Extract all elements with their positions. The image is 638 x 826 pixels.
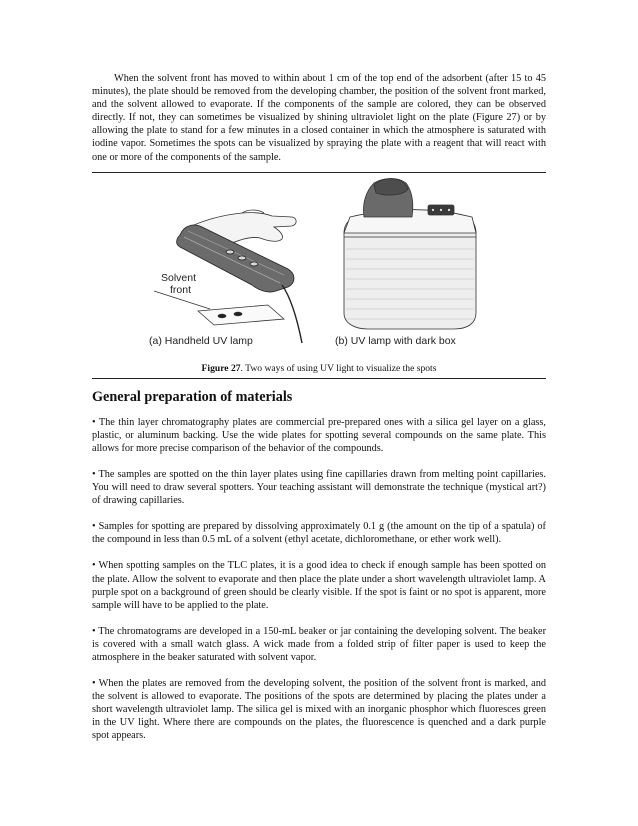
label-handheld-lamp: (a) Handheld UV lamp — [149, 334, 253, 347]
intro-paragraph: When the solvent front has moved to within about 1 cm of the top end of the adsorbent (after 15 to 45 minutes), the plate should be removed from the developing chamber, the position of the solvent front marked, and the solvent allowed to evaporate. If the components of the sample are colored, they can be observed directly. If not, they can sometimes be visualized by shining ultraviolet light on the plate (Figure 27) or by allowing the plate to stand for a few minutes in a closed container in which the atmosphere is saturated with iodine vapor. Sometimes the spots can be visualized by spraying the plate with a reagent that will react with one or more of the components of the sample. — [92, 73, 546, 163]
tlc-plate-drawing — [154, 291, 284, 325]
page-content — [92, 72, 546, 756]
uv-lamp-illustration — [92, 173, 546, 361]
figure-caption — [92, 363, 546, 374]
figure-bottom-rule — [92, 378, 546, 379]
bullet-spotting-check: • When spotting samples on the TLC plates, it is a good idea to check if enough sample has been spotted on the plate. Allow the solvent to evaporate and then place the plate under a short wavelength ultraviolet lamp. A purple spot on a background of green should be clearly visible. If the spot is faint or no spot is apparent, more sample will have to be applied to the plate. — [92, 560, 546, 611]
bullet-visualizing: • When the plates are removed from the developing solvent, the position of the solvent front is marked, and the solvent is allowed to evaporate. The positions of the spots are determined by placing the plates under a short wavelength ultraviolet lamp. The silica gel is mixed with an inorganic phosphor which fluoresces green in the UV light. Where there are compounds on the plates, the fluorescence is quenched and a dark purple spot appears. — [92, 678, 546, 742]
figure-caption-text: . Two ways of using UV light to visualize the spots — [240, 362, 437, 374]
bullet-capillaries: • The samples are spotted on the thin layer plates using fine capillaries drawn from melting point capillaries. You will need to draw several spotters. Your teaching assistant will demonstrate the technique (mystical art?) of drawing capillaries. — [92, 468, 546, 507]
dark-box-drawing — [344, 178, 476, 329]
figure-caption-number: Figure 27 — [201, 362, 241, 374]
handheld-lamp-drawing — [177, 225, 302, 343]
bullet-developing: • The chromatograms are developed in a 150-mL beaker or jar containing the developing solvent. The beaker is covered with a small watch glass. A wick made from a folded strip of filter paper is used to keep the atmosphere in the beaker saturated with solvent vapor. — [92, 625, 546, 663]
bullet-plates: • The thin layer chromatography plates are commercial pre-prepared ones with a silica gel layer on a glass, plastic, or aluminum backing. Use the wide plates for spotting several compounds on the same plate. This allows for more precise comparison of the behavior of the compounds. — [92, 416, 546, 454]
solvent-front-label-1: Solvent — [161, 271, 197, 284]
figure-27 — [92, 173, 546, 361]
section-heading: General preparation of materials — [92, 388, 293, 405]
bullet-sample-prep: • Samples for spotting are prepared by dissolving approximately 0.1 g (the amount on the tip of a spatula) of the compound in less than 0.5 mL of a solvent (ethyl acetate, dichloromethane, or ether work well). — [92, 521, 546, 546]
solvent-front-label-2: front — [170, 283, 192, 296]
label-dark-box-lamp: (b) UV lamp with dark box — [335, 334, 456, 347]
